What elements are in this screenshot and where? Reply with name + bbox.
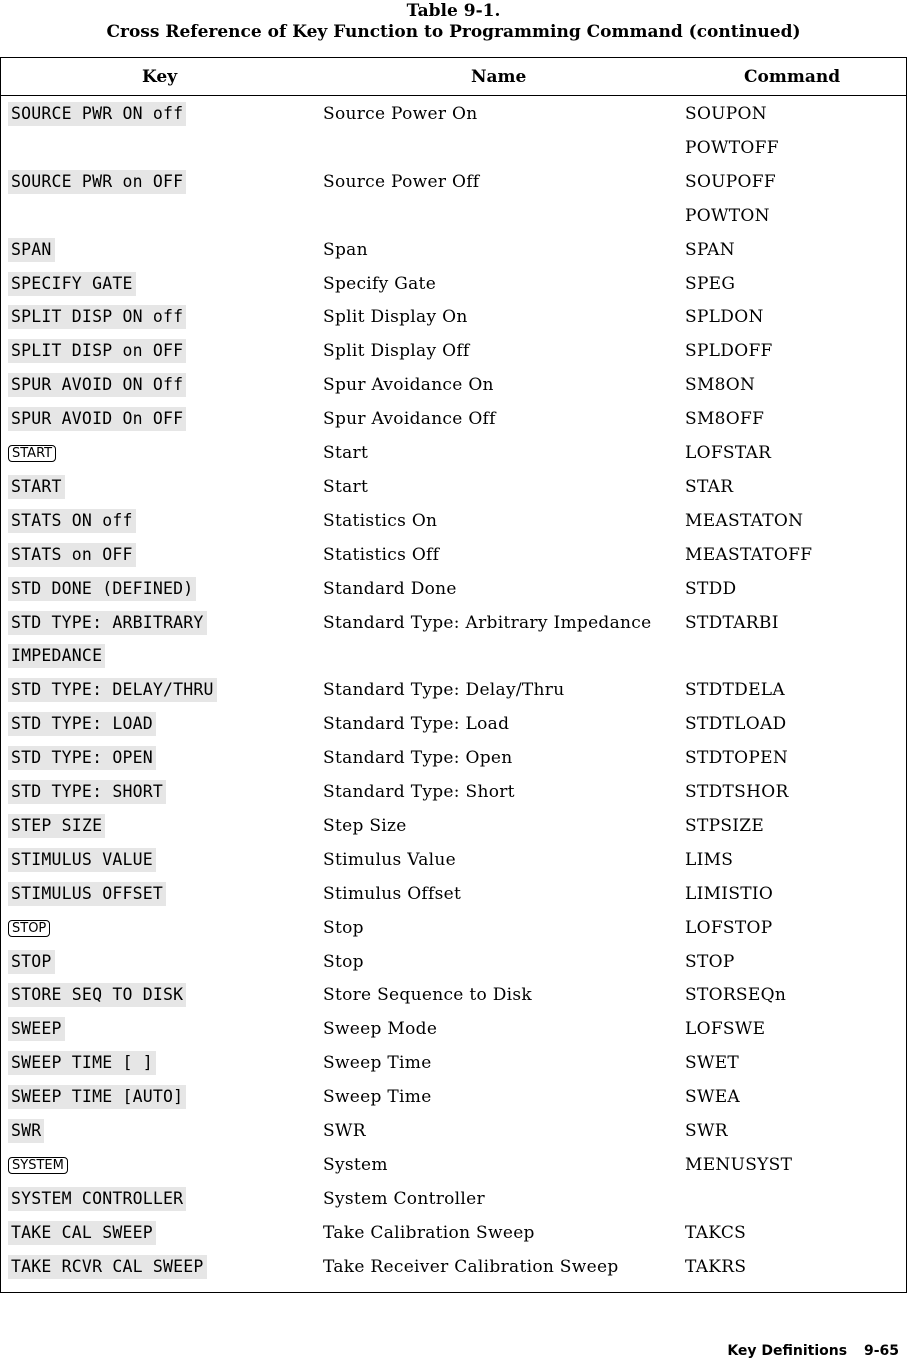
table-row xyxy=(1,470,906,504)
command-cell: SM8OFF xyxy=(685,409,765,430)
name-cell: System Controller xyxy=(323,1188,485,1209)
command-cell: SWEA xyxy=(685,1087,741,1108)
command-cell: SPLDOFF xyxy=(685,341,773,362)
softkey-label: SOURCE PWR on OFF xyxy=(8,170,186,194)
name-cell: Sweep Time xyxy=(323,1053,432,1074)
table-row xyxy=(1,233,906,267)
softkey-label: SPUR AVOID On OFF xyxy=(8,407,186,431)
command-cell: LOFSTAR xyxy=(685,443,772,463)
softkey-label: STD TYPE: SHORT xyxy=(8,780,166,804)
table-row xyxy=(1,1012,906,1046)
key-cell xyxy=(8,950,55,974)
table-row xyxy=(1,538,906,572)
name-cell: Spur Avoidance On xyxy=(323,375,494,396)
name-cell: Step Size xyxy=(323,815,407,836)
softkey-label: STD TYPE: DELAY/THRU xyxy=(8,678,217,702)
key-cell xyxy=(8,272,136,296)
header-key: Key xyxy=(142,67,178,87)
key-cell xyxy=(8,475,65,499)
table-row xyxy=(1,368,906,402)
name-cell: Standard Done xyxy=(323,578,457,599)
header-command: Command xyxy=(744,67,841,87)
key-cell xyxy=(8,746,156,770)
key-cell xyxy=(8,441,56,462)
softkey-label: STIMULUS VALUE xyxy=(8,848,156,872)
table-row xyxy=(1,1114,906,1148)
name-cell: Specify Gate xyxy=(323,273,437,294)
command-cell: STORSEQn xyxy=(685,985,787,1006)
key-cell xyxy=(8,1187,186,1211)
table-row xyxy=(1,199,906,233)
softkey-label: SWEEP xyxy=(8,1017,65,1041)
key-cell xyxy=(8,373,186,397)
key-cell xyxy=(8,712,156,736)
table-row xyxy=(1,1046,906,1080)
softkey-label: STIMULUS OFFSET xyxy=(8,882,166,906)
softkey-label: SPAN xyxy=(8,238,55,262)
softkey-label: STORE SEQ TO DISK xyxy=(8,983,186,1007)
command-cell: LOFSWE xyxy=(685,1019,766,1040)
key-cell xyxy=(8,678,217,702)
command-cell: STDD xyxy=(685,578,737,599)
command-cell: LOFSTOP xyxy=(685,917,773,938)
softkey-label: START xyxy=(8,475,65,499)
softkey-label: STD TYPE: ARBITRARY xyxy=(8,611,207,635)
softkey-label: TAKE RCVR CAL SWEEP xyxy=(8,1255,207,1279)
command-cell: SOUPOFF xyxy=(685,171,776,192)
key-cell xyxy=(8,780,166,804)
key-cell xyxy=(8,1153,68,1174)
key-cell xyxy=(8,339,186,363)
command-cell: LIMISTIO xyxy=(685,883,774,904)
key-cell xyxy=(8,1255,207,1279)
softkey-label: SPLIT DISP ON off xyxy=(8,305,186,329)
softkey-label: SPLIT DISP on OFF xyxy=(8,339,186,363)
command-cell: MENUSYST xyxy=(685,1154,793,1175)
command-cell: STDTLOAD xyxy=(685,714,787,735)
table-row xyxy=(1,267,906,301)
key-cell xyxy=(8,305,186,329)
key-cell xyxy=(8,611,207,635)
hardkey-label: START xyxy=(8,445,56,462)
key-cell xyxy=(8,983,186,1007)
cross-reference-table xyxy=(0,57,907,1293)
key-cell xyxy=(8,916,50,937)
name-cell: Split Display Off xyxy=(323,341,470,362)
table-row xyxy=(1,165,906,199)
footer-section-title: Key Definitions xyxy=(727,1343,848,1359)
table-row xyxy=(1,334,906,368)
table-row xyxy=(1,1182,906,1216)
footer-page-number: 9-65 xyxy=(863,1343,899,1359)
softkey-label: STOP xyxy=(8,950,55,974)
command-cell: SWET xyxy=(685,1053,740,1074)
table-number: Table 9-1. xyxy=(406,1,501,21)
key-cell xyxy=(8,1051,156,1075)
name-cell: Standard Type: Load xyxy=(323,714,510,735)
name-cell: Span xyxy=(323,239,368,260)
table-row xyxy=(1,606,906,640)
softkey-label: STEP SIZE xyxy=(8,814,105,838)
header-name: Name xyxy=(471,67,527,87)
softkey-label: STATS on OFF xyxy=(8,543,136,567)
table-row xyxy=(1,1216,906,1250)
command-cell: STDTSHOR xyxy=(685,782,789,802)
name-cell: Standard Type: Open xyxy=(323,748,513,769)
softkey-label: SPUR AVOID ON Off xyxy=(8,373,186,397)
name-cell: Start xyxy=(323,443,369,463)
name-cell: Take Receiver Calibration Sweep xyxy=(323,1256,619,1277)
key-cell xyxy=(8,644,105,668)
name-cell: SWR xyxy=(323,1121,366,1141)
name-cell: Stimulus Value xyxy=(323,849,456,870)
key-cell xyxy=(8,509,136,533)
name-cell: Standard Type: Short xyxy=(323,782,515,802)
name-cell: Standard Type: Delay/Thru xyxy=(323,680,565,701)
softkey-label: STD TYPE: OPEN xyxy=(8,746,156,770)
name-cell: Take Calibration Sweep xyxy=(323,1222,535,1243)
softkey-label: SPECIFY GATE xyxy=(8,272,136,296)
name-cell: Spur Avoidance Off xyxy=(323,409,496,430)
name-cell: Source Power On xyxy=(323,104,478,124)
command-cell: SPLDON xyxy=(685,307,764,328)
name-cell: Statistics Off xyxy=(323,544,440,565)
command-cell: TAKCS xyxy=(685,1222,747,1243)
table-row xyxy=(1,1148,906,1182)
command-cell: SPAN xyxy=(685,239,735,260)
table-row xyxy=(1,402,906,436)
name-cell: Stop xyxy=(323,951,364,972)
table-row xyxy=(1,877,906,911)
softkey-label: STD DONE (DEFINED) xyxy=(8,577,196,601)
key-cell xyxy=(8,170,186,194)
table-row xyxy=(1,1250,906,1284)
command-cell: STAR xyxy=(685,476,734,497)
command-cell: LIMS xyxy=(685,849,734,870)
command-cell: MEASTATOFF xyxy=(685,544,813,565)
table-row xyxy=(1,809,906,843)
table-row xyxy=(1,436,906,470)
key-cell xyxy=(8,102,186,126)
softkey-label: IMPEDANCE xyxy=(8,644,105,668)
key-cell xyxy=(8,577,196,601)
key-cell xyxy=(8,1017,65,1041)
table-row xyxy=(1,707,906,741)
name-cell: Split Display On xyxy=(323,307,468,328)
table-row xyxy=(1,843,906,877)
name-cell: Sweep Mode xyxy=(323,1019,438,1040)
softkey-label: SWR xyxy=(8,1119,44,1143)
softkey-label: STATS ON off xyxy=(8,509,136,533)
table-row xyxy=(1,131,906,165)
command-cell: TAKRS xyxy=(685,1256,747,1277)
hardkey-label: SYSTEM xyxy=(8,1157,68,1174)
table-row xyxy=(1,639,906,673)
command-cell: SOUPON xyxy=(685,104,767,124)
command-cell: POWTON xyxy=(685,205,770,226)
command-cell: SWR xyxy=(685,1121,728,1141)
name-cell: Statistics On xyxy=(323,510,438,531)
key-cell xyxy=(8,882,166,906)
softkey-label: TAKE CAL SWEEP xyxy=(8,1221,156,1245)
command-cell: STDTOPEN xyxy=(685,748,789,769)
name-cell: System xyxy=(323,1154,388,1175)
name-cell: Standard Type: Arbitrary Impedance xyxy=(323,612,652,633)
command-cell: POWTOFF xyxy=(685,137,779,158)
softkey-label: SWEEP TIME [AUTO] xyxy=(8,1085,186,1109)
name-cell: Store Sequence to Disk xyxy=(323,985,532,1006)
name-cell: Sweep Time xyxy=(323,1087,432,1108)
key-cell xyxy=(8,1085,186,1109)
softkey-label: STD TYPE: LOAD xyxy=(8,712,156,736)
table-row xyxy=(1,504,906,538)
key-cell xyxy=(8,848,156,872)
command-cell: SPEG xyxy=(685,273,736,294)
table-title: Cross Reference of Key Function to Programming Command (continued) xyxy=(106,22,801,42)
table-row xyxy=(1,1080,906,1114)
table-row xyxy=(1,945,906,979)
command-cell: STOP xyxy=(685,951,735,972)
softkey-label: SYSTEM CONTROLLER xyxy=(8,1187,186,1211)
table-row xyxy=(1,673,906,707)
table-header-row xyxy=(1,58,906,96)
page-footer xyxy=(715,1343,899,1359)
key-cell xyxy=(8,407,186,431)
table-row xyxy=(1,978,906,1012)
table-row xyxy=(1,97,906,131)
name-cell: Source Power Off xyxy=(323,171,480,192)
table-row xyxy=(1,741,906,775)
name-cell: Stimulus Offset xyxy=(323,883,462,904)
table-row xyxy=(1,911,906,945)
command-cell: STDTDELA xyxy=(685,680,785,701)
table-row xyxy=(1,572,906,606)
table-row xyxy=(1,300,906,334)
name-cell: Stop xyxy=(323,917,364,938)
table-row xyxy=(1,775,906,809)
key-cell xyxy=(8,814,105,838)
key-cell xyxy=(8,1221,156,1245)
key-cell xyxy=(8,543,136,567)
softkey-label: SWEEP TIME [ ] xyxy=(8,1051,156,1075)
command-cell: STPSIZE xyxy=(685,815,765,836)
command-cell: MEASTATON xyxy=(685,510,804,531)
name-cell: Start xyxy=(323,476,369,497)
command-cell: SM8ON xyxy=(685,375,756,396)
key-cell xyxy=(8,238,55,262)
command-cell: STDTARBI xyxy=(685,612,779,633)
key-cell xyxy=(8,1119,44,1143)
softkey-label: SOURCE PWR ON off xyxy=(8,102,186,126)
hardkey-label: STOP xyxy=(8,920,50,937)
